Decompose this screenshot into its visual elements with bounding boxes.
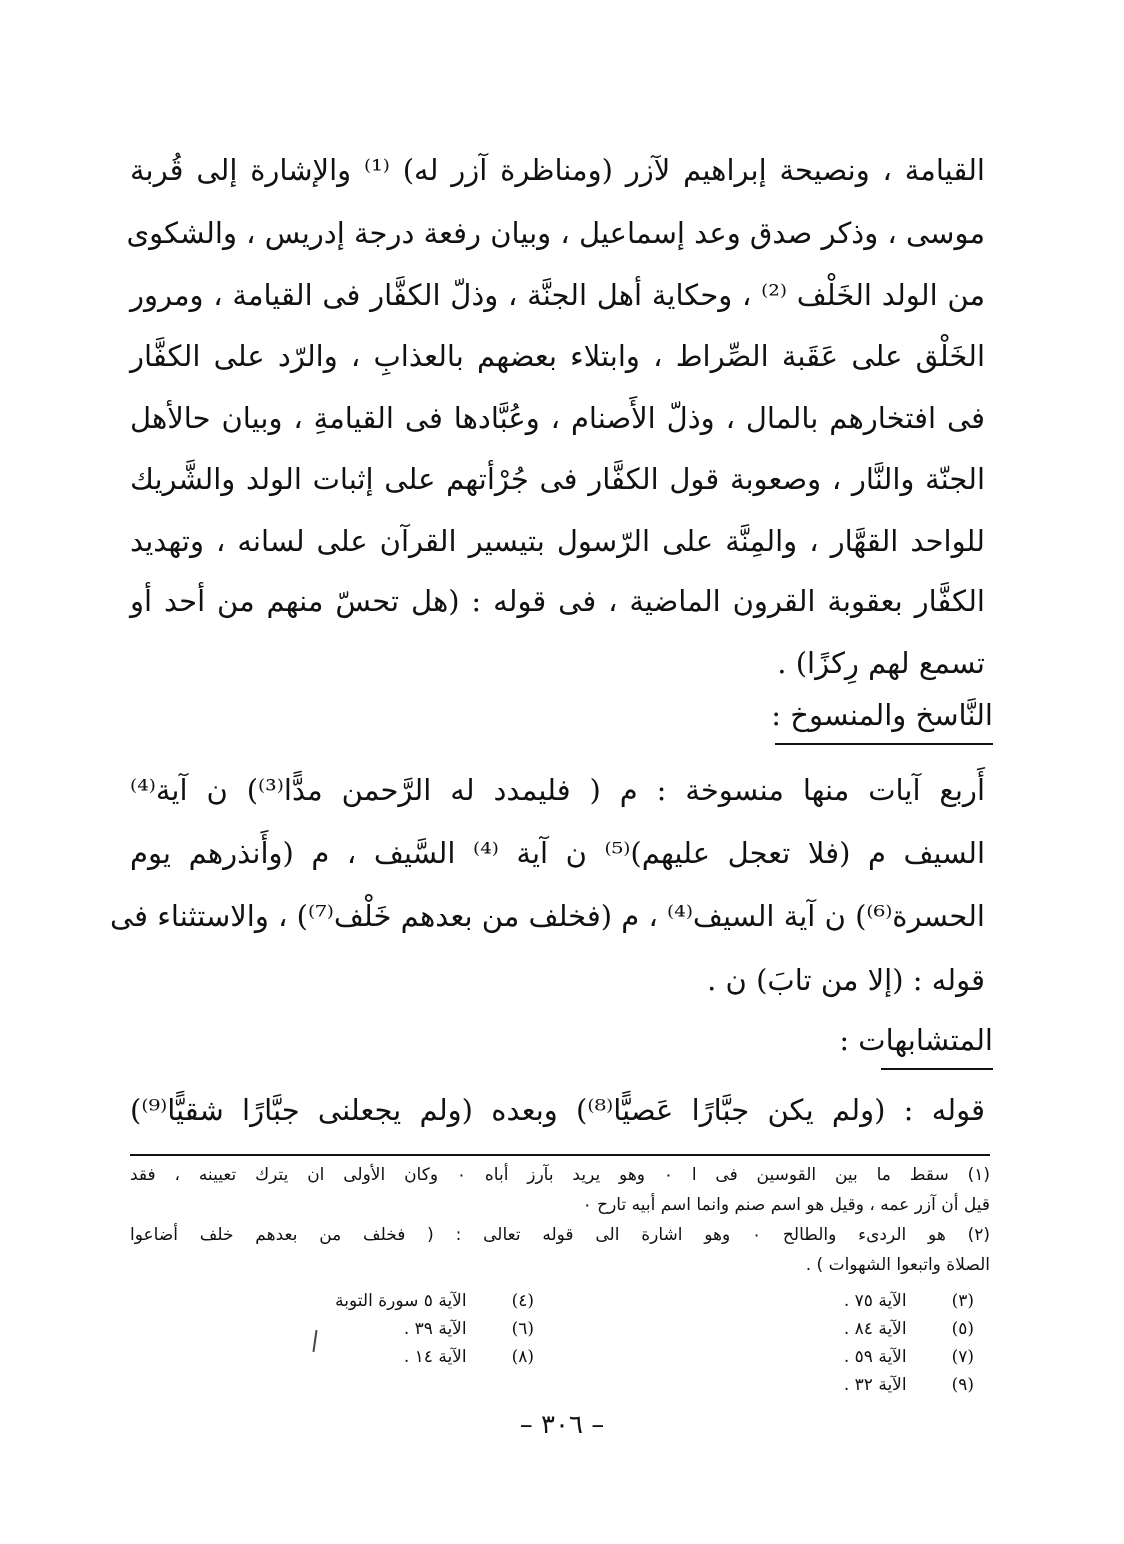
footnote-separator [130, 1154, 990, 1156]
body-line: الخَلْق على عَقَبة الصِّراط ، وابتلاء بعضهم بالعذابِ ، والرّد على الكفَّار [130, 339, 985, 373]
body-line: موسى ، وذكر صدق وعد إسماعيل ، وبيان رفعة درجة إدريس ، والشكوى [126, 216, 985, 250]
body-line: الكفَّار بعقوبة القرون الماضية ، فى قوله : (هل تحسّ منهم من أحد أو [130, 584, 985, 618]
footnote-ref: (٧) الآية ٥٩ . [843, 1347, 974, 1367]
footnote-ref: (٣) الآية ٧٥ . [843, 1291, 974, 1311]
body-line: فى افتخارهم بالمال ، وذلّ الأَصنام ، وعُبَّادها فى القيامةِ ، وبيان حالأهل [130, 401, 985, 435]
body-line: أَربع آيات منها منسوخة : م ( فليمدد له الرَّحمن مدًّا⁽³⁾) ن آية⁽⁴⁾ [130, 773, 985, 807]
body-line: تسمع لهم رِكزًا) . [777, 646, 985, 680]
footnote-line: الصلاة واتبعوا الشهوات ) . [805, 1255, 990, 1275]
footnote-line: قيل أن آزر عمه ، وقيل هو اسم صنم وانما اسم أبيه تارح ٠ [582, 1195, 990, 1215]
footnote-ref: (٩) الآية ٣٢ . [843, 1375, 974, 1395]
body-line: من الولد الخَلْف ⁽²⁾ ، وحكاية أهل الجنَّة ، وذلّ الكفَّار فى القيامة ، ومرور [130, 278, 986, 312]
footnote-line: (٢) هو الردىء والطالح ٠ وهو اشارة الى قوله تعالى : ( فخلف من بعدهم خلف أضاعوا [130, 1225, 990, 1245]
section-heading: النَّاسخ والمنسوخ : [775, 695, 993, 745]
body-line: الحسرة⁽⁶⁾) ن آية السيف⁽⁴⁾ ، م (فخلف من بعدهم خَلْف⁽⁷⁾) ، والاستثناء فى [109, 899, 985, 933]
footnote-ref: (٨) الآية ١٤ . [403, 1347, 534, 1367]
pencil-mark [312, 1330, 317, 1352]
body-line: الجنّة والنَّار ، وصعوبة قول الكفَّار فى جُرْأتهم على إثبات الولد والشَّريك [130, 462, 985, 496]
footnote-ref: (٥) الآية ٨٤ . [843, 1319, 974, 1339]
section-heading: المتشابهات : [881, 1020, 993, 1070]
footnote-ref: (٦) الآية ٣٩ . [403, 1319, 534, 1339]
footnote-line: (١) سقط ما بين القوسين فى ا ٠ وهو يريد بآرز أباه ٠ وكان الأولى ان يترك تعيينه ، فقد [130, 1165, 990, 1185]
body-line: قوله : (ولم يكن جبَّارًا عَصيًّا⁽⁸⁾) وبعده (ولم يجعلنى جبَّارًا شقيًّا⁽⁹⁾) [130, 1093, 985, 1127]
page-number: – ٣٠٦ – [519, 1410, 605, 1440]
body-line: السيف م (فلا تعجل عليهم)⁽⁵⁾ ن آية ⁽⁴⁾ السَّيف ، م (وأَنذرهم يوم [130, 836, 986, 870]
body-line: القيامة ، ونصيحة إبراهيم لآزر (ومناظرة آزر له) ⁽¹⁾ والإشارة إلى قُربة [130, 153, 985, 187]
body-line: للواحد القهَّار ، والمِنَّة على الرّسول بتيسير القرآن على لسانه ، وتهديد [130, 524, 985, 558]
footnote-ref: (٤) الآية ٥ سورة التوبة [335, 1291, 534, 1311]
body-line: قوله : (إلا من تابَ) ن . [707, 963, 985, 997]
